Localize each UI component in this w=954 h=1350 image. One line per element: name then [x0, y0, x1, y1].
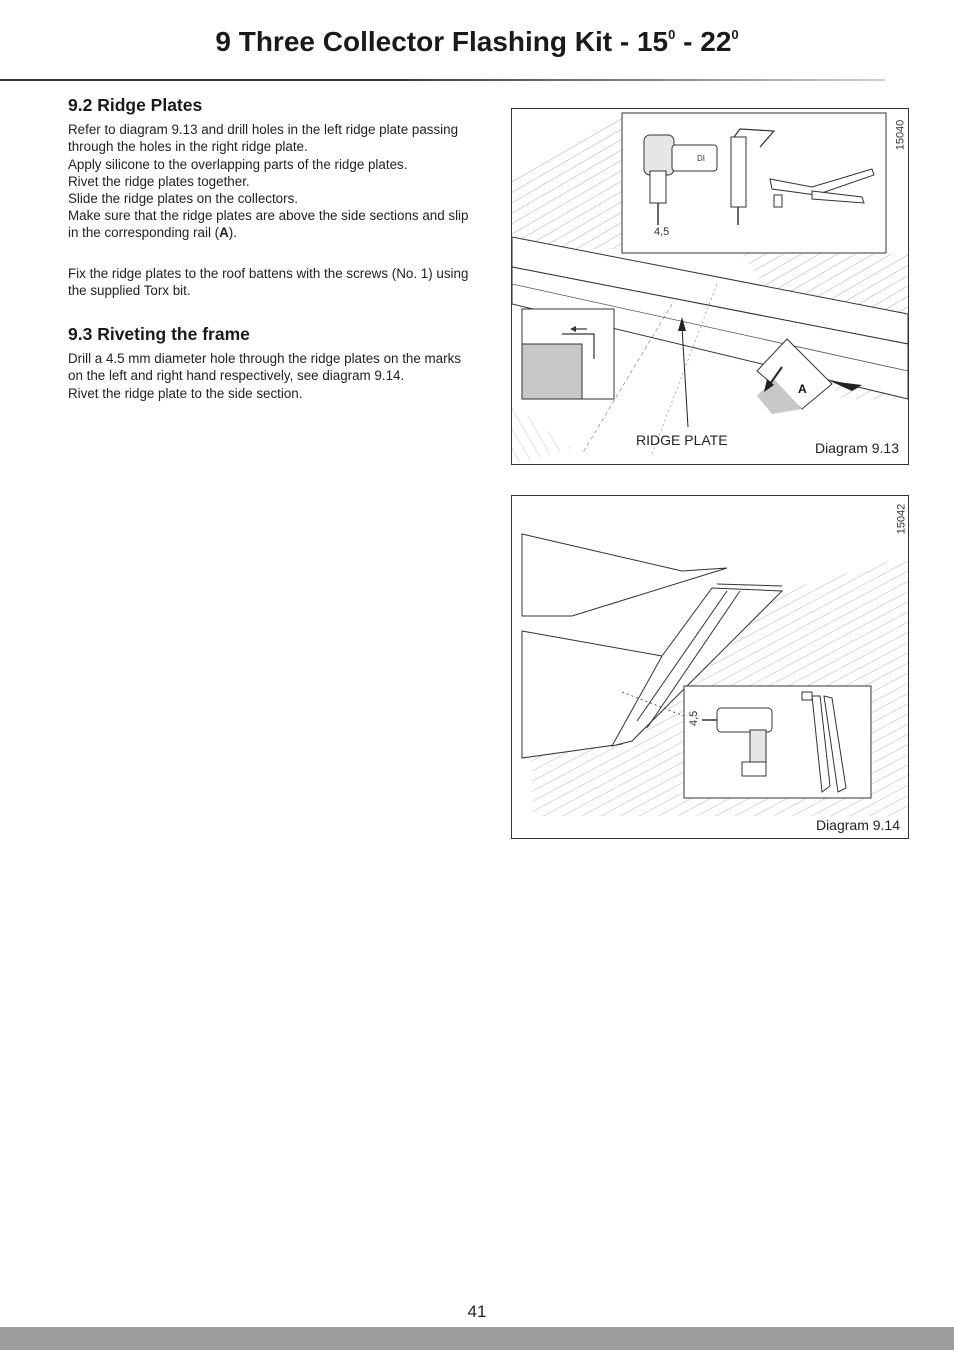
- drawing-code: 15042: [895, 503, 908, 535]
- ridge-plate-left: [522, 534, 727, 616]
- section-heading: 9.3 Riveting the frame: [68, 324, 250, 344]
- paragraph: [68, 350, 473, 402]
- ridge-plate-label: RIDGE PLATE: [636, 432, 728, 448]
- page-number: 41: [467, 1302, 487, 1321]
- rail-label: A: [798, 382, 807, 396]
- drill-size-label: 4,5: [688, 710, 700, 726]
- text-line: Rivet the ridge plates together.: [68, 173, 250, 189]
- diagram-9-14-illustration: [512, 496, 908, 838]
- text-line: Slide the ridge plates on the collectors.: [68, 191, 299, 207]
- roof-tiles-left: [512, 114, 622, 249]
- title-degree-sup-2: 0: [731, 26, 739, 42]
- rail-letter: A: [219, 225, 229, 241]
- text-line: Rivet the ridge plate to the side section.: [68, 385, 303, 401]
- diagram-caption: Diagram 9.13: [814, 440, 899, 456]
- roof-tiles-lower: [512, 404, 572, 464]
- paragraph: Fix the ridge plates to the roof battens with the screws (No. 1) using the supplied Torx bit.: [68, 265, 469, 298]
- diagram-9-14: [511, 495, 909, 839]
- section-ridge-plates: [68, 97, 473, 299]
- diagram-caption: Diagram 9.14: [815, 817, 900, 833]
- section-heading: 9.2 Ridge Plates: [68, 95, 203, 115]
- page-title: [0, 26, 954, 58]
- diagram-9-13: [511, 108, 909, 465]
- drill-size-label: 4,5: [654, 226, 670, 238]
- section-riveting-frame: [68, 326, 473, 402]
- drill-badge-text: DI: [697, 154, 705, 163]
- paragraph: [68, 121, 473, 241]
- drawing-code: 15040: [894, 119, 907, 151]
- text-line: Make sure that the ridge plates are above the side sections and slip in the corresponding rail (: [68, 208, 469, 241]
- text-line: Drill a 4.5 mm diameter hole through the ridge plates on the marks on the left and right hand respectively, see diagram 9.14.: [68, 351, 461, 384]
- diagram-9-13-illustration: [512, 109, 908, 464]
- text-line: Apply silicone to the overlapping parts of the ridge plates.: [68, 156, 408, 172]
- title-text-mid: - 22: [675, 26, 732, 57]
- title-degree-sup: 0: [668, 26, 676, 42]
- footer-bar: [0, 1327, 954, 1350]
- title-rule: [0, 79, 885, 81]
- text-line-end: ).: [228, 225, 237, 241]
- text-line: Refer to diagram 9.13 and drill holes in the left ridge plate passing through the holes in the right ridge plate.: [68, 122, 459, 155]
- title-text: 9 Three Collector Flashing Kit - 15: [215, 26, 669, 57]
